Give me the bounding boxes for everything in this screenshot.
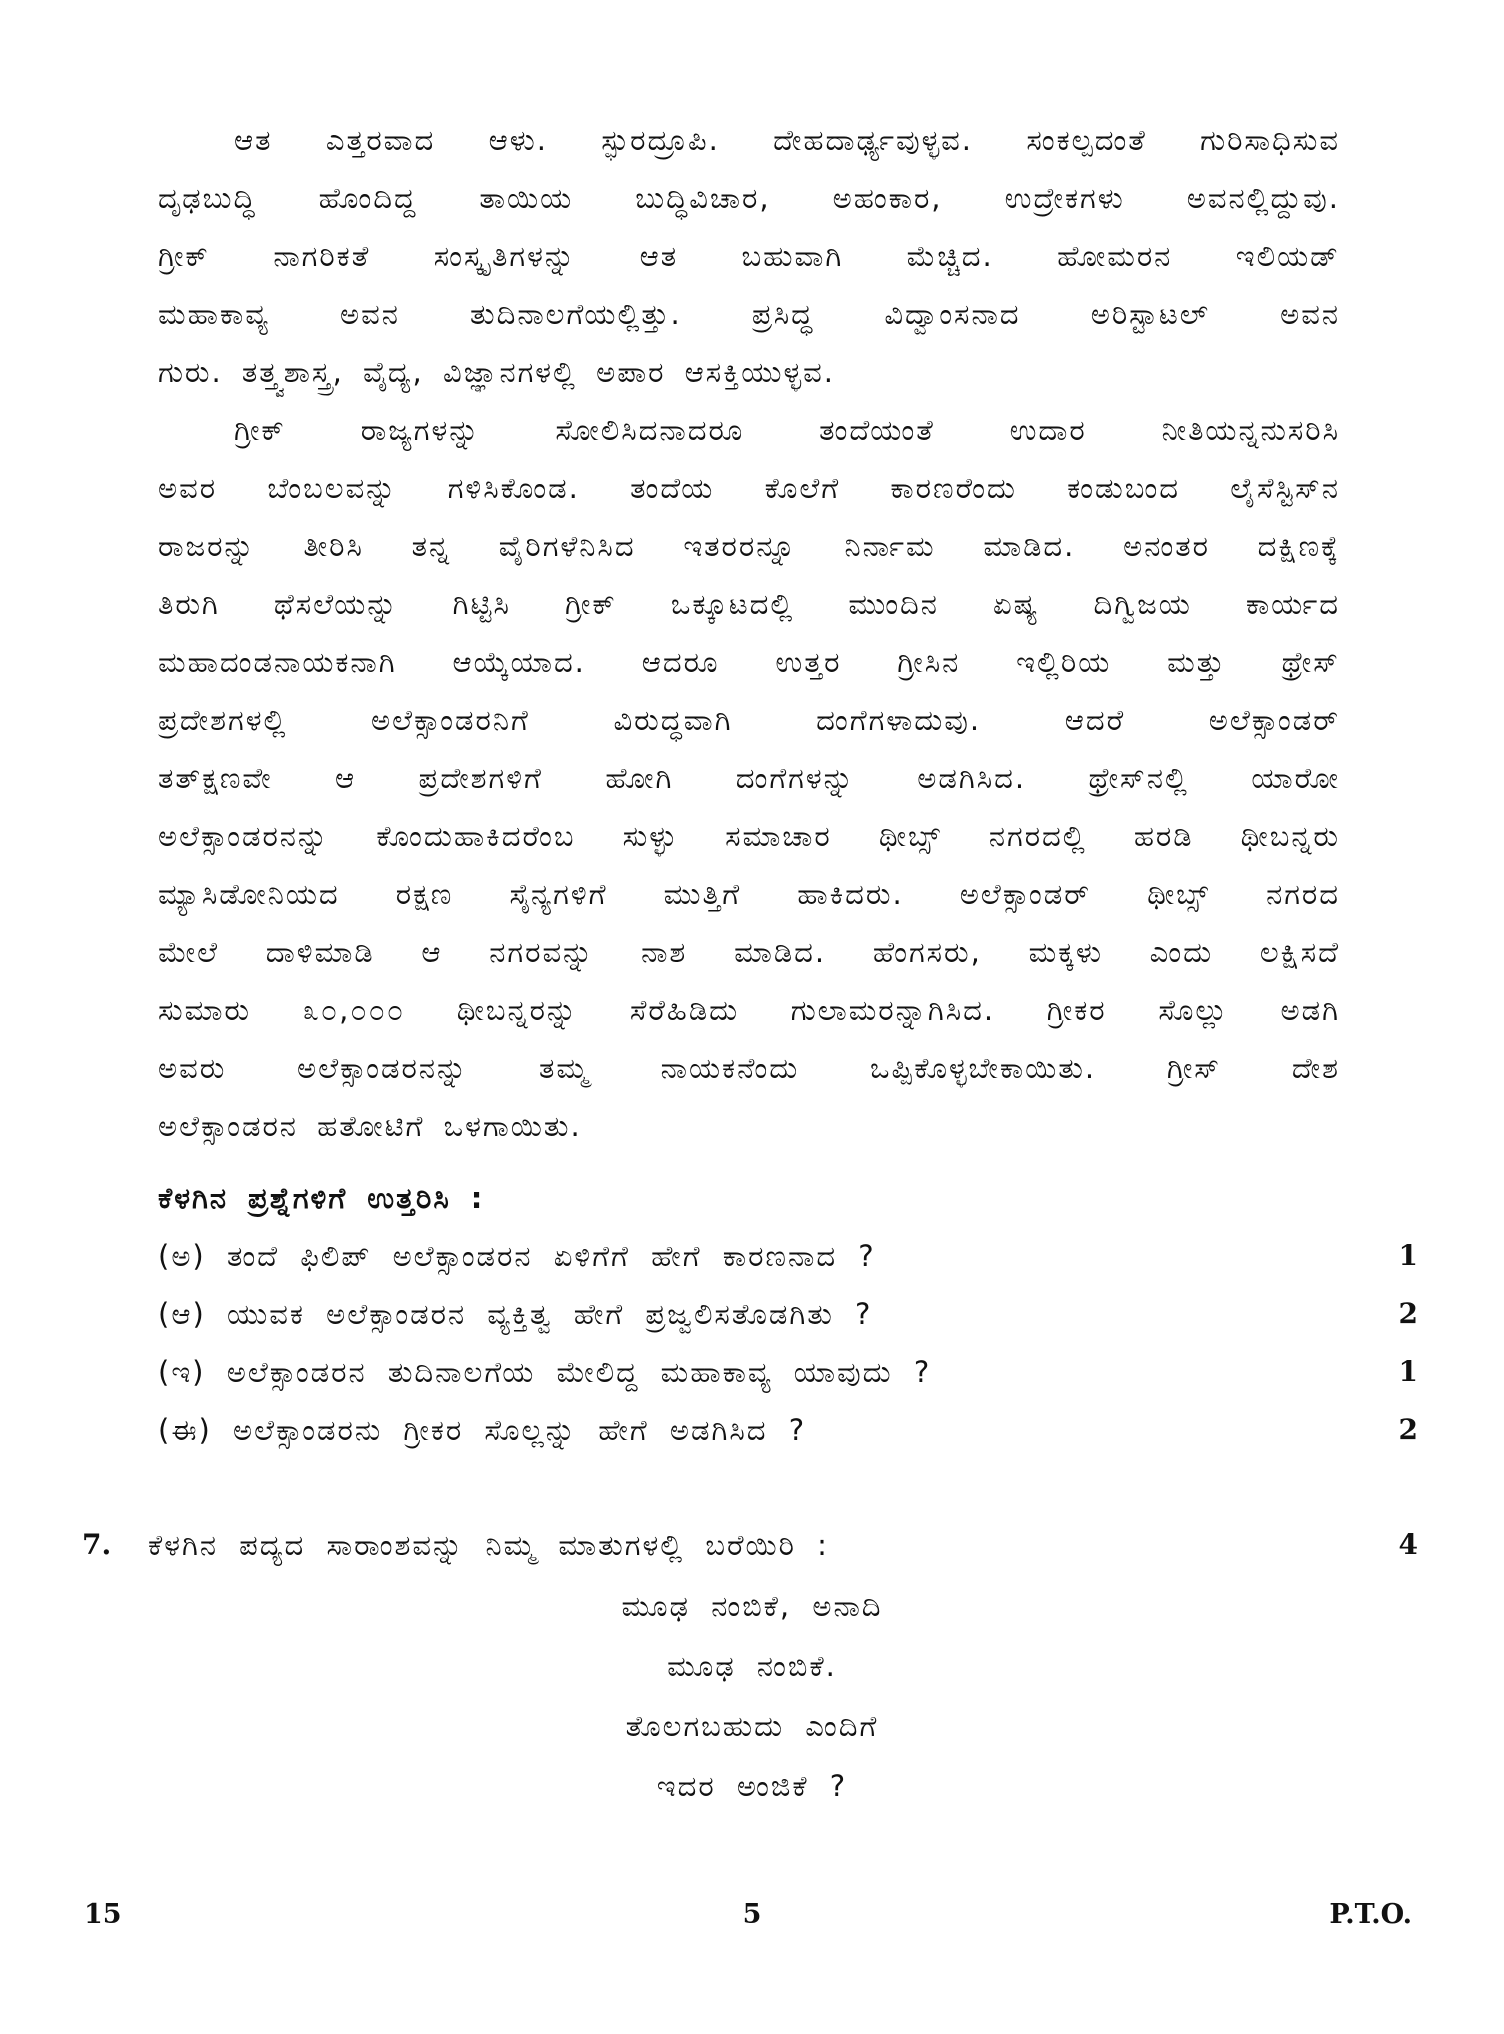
sub-question-i [158,1343,1420,1401]
passage-line: ಅವರ ಬೆಂಬಲವನ್ನು ಗಳಿಸಿಕೊಂಡ. ತಂದೆಯ ಕೊಲೆಗೆ ಕಾರಣರೆಂದು ಕಂಡುಬಂದ ಲೈಸೆಸ್ಟಿಸ್‌ನ [158,471,1340,505]
passage-line: ಅವರು ಅಲೆಕ್ಸಾಂಡರನನ್ನು ತಮ್ಮ ನಾಯಕನೆಂದು ಒಪ್ಪಿಕೊಳ್ಳಬೇಕಾಯಿತು. ಗ್ರೀಸ್ ದೇಶ [158,1051,1340,1085]
poem [0,1576,1504,1816]
poem-line: ಮೂಢ ನಂಬಿಕೆ. [667,1649,837,1683]
passage-line: ಅಲೆಕ್ಸಾಂಡರನ ಹತೋಟಿಗೆ ಒಳಗಾಯಿತು. [158,1109,582,1143]
passage-line: ಆತ ಎತ್ತರವಾದ ಆಳು. ಸ್ಫುರದ್ರೂಪಿ. ದೇಹದಾರ್ಢ್ಯವುಳ್ಳವ. ಸಂಕಲ್ಪದಂತೆ ಗುರಿಸಾಧಿಸುವ [234,123,1340,157]
page-number: 5 [742,1899,762,1930]
passage-line: ಗುರು. ತತ್ತ್ವಶಾಸ್ತ್ರ, ವೈದ್ಯ, ವಿಜ್ಞಾನಗಳಲ್ಲಿ ಅಪಾರ ಆಸಕ್ತಿಯುಳ್ಳವ. [158,355,835,389]
passage-line: ಮಹಾದಂಡನಾಯಕನಾಗಿ ಆಯ್ಕೆಯಾದ. ಆದರೂ ಉತ್ತರ ಗ್ರೀಸಿನ ಇಲ್ಲಿರಿಯ ಮತ್ತು ಥ್ರೇಸ್ [158,645,1340,679]
passage-line: ಮಹಾಕಾವ್ಯ ಅವನ ತುದಿನಾಲಗೆಯಲ್ಲಿತ್ತು. ಪ್ರಸಿದ್ಧ ವಿದ್ವಾಂಸನಾದ ಅರಿಸ್ಟಾಟಲ್ ಅವನ [158,297,1340,331]
passage-line: ತತ್‌ಕ್ಷಣವೇ ಆ ಪ್ರದೇಶಗಳಿಗೆ ಹೋಗಿ ದಂಗೆಗಳನ್ನು ಅಡಗಿಸಿದ. ಥ್ರೇಸ್‌ನಲ್ಲಿ ಯಾರೋ [158,761,1340,795]
poem-line: ಇದರ ಅಂಜಿಕೆ ? [656,1769,848,1803]
passage-line: ಅಲೆಕ್ಸಾಂಡರನನ್ನು ಕೊಂದುಹಾಕಿದರೆಂಬ ಸುಳ್ಳು ಸಮಾಚಾರ ಥೀಬ್ಸ್ ನಗರದಲ್ಲಿ ಹರಡಿ ಥೀಬನ್ನರು [158,819,1340,853]
passage-paragraph-2 [158,401,1340,1155]
sub-question-aa [158,1285,1420,1343]
marks: 2 [1398,1297,1420,1330]
questions-heading: ಕೆಳಗಿನ ಪ್ರಶ್ನೆಗಳಿಗೆ ಉತ್ತರಿಸಿ : [158,1181,485,1215]
passage-line: ದೃಢಬುದ್ಧಿ ಹೊಂದಿದ್ದ ತಾಯಿಯ ಬುದ್ಧಿವಿಚಾರ, ಅಹಂಕಾರ, ಉದ್ರೇಕಗಳು ಅವನಲ್ಲಿದ್ದುವು. [158,181,1340,215]
passage-line: ತಿರುಗಿ ಥೆಸಲೆಯನ್ನು ಗಿಟ್ಟಿಸಿ ಗ್ರೀಕ್ ಒಕ್ಕೂಟದಲ್ಲಿ ಮುಂದಿನ ಏಷ್ಯ ದಿಗ್ವಿಜಯ ಕಾರ್ಯದ [158,587,1340,621]
sub-question-label: (ಆ) [158,1297,206,1331]
sub-question-text: ಅಲೆಕ್ಸಾಂಡರನು ಗ್ರೀಕರ ಸೊಲ್ಲನ್ನು ಹೇಗೆ ಅಡಗಿಸಿದ ? [233,1413,807,1447]
passage-line: ಮ್ಯಾಸಿಡೋನಿಯದ ರಕ್ಷಣ ಸೈನ್ಯಗಳಿಗೆ ಮುತ್ತಿಗೆ ಹಾಕಿದರು. ಅಲೆಕ್ಸಾಂಡರ್ ಥೀಬ್ಸ್ ನಗರದ [158,877,1340,911]
paper-code: 15 [84,1899,122,1930]
page-footer [0,1893,1504,1937]
question-7 [148,1516,1420,1574]
passage-line: ಪ್ರದೇಶಗಳಲ್ಲಿ ಅಲೆಕ್ಸಾಂಡರನಿಗೆ ವಿರುದ್ಧವಾಗಿ ದಂಗೆಗಳಾದುವು. ಆದರೆ ಅಲೆಕ್ಸಾಂಡರ್ [158,703,1340,737]
sub-question-label: (ಇ) [158,1355,206,1389]
pto-label: P.T.O. [1329,1899,1412,1930]
sub-question-text: ತಂದೆ ಫಿಲಿಪ್ ಅಲೆಕ್ಸಾಂಡರನ ಏಳಿಗೆಗೆ ಹೇಗೆ ಕಾರಣನಾದ ? [226,1239,876,1273]
passage-line: ಸುಮಾರು ೩೦,೦೦೦ ಥೀಬನ್ನರನ್ನು ಸೆರೆಹಿಡಿದು ಗುಲಾಮರನ್ನಾಗಿಸಿದ. ಗ್ರೀಕರ ಸೊಲ್ಲು ಅಡಗಿ [158,993,1340,1027]
sub-question-text: ಅಲೆಕ್ಸಾಂಡರನ ತುದಿನಾಲಗೆಯ ಮೇಲಿದ್ದ ಮಹಾಕಾವ್ಯ ಯಾವುದು ? [226,1355,932,1389]
question-number: 7. [82,1528,112,1561]
sub-question-label: (ಈ) [158,1413,212,1447]
sub-question-label: (ಅ) [158,1239,206,1273]
passage-line: ಮೇಲೆ ದಾಳಿಮಾಡಿ ಆ ನಗರವನ್ನು ನಾಶ ಮಾಡಿದ. ಹೆಂಗಸರು, ಮಕ್ಕಳು ಎಂದು ಲಕ್ಷಿಸದೆ [158,935,1340,969]
question-text: ಕೆಳಗಿನ ಪದ್ಯದ ಸಾರಾಂಶವನ್ನು ನಿಮ್ಮ ಮಾತುಗಳಲ್ಲಿ ಬರೆಯಿರಿ : [148,1528,829,1562]
sub-question-ii [158,1401,1420,1459]
marks: 1 [1398,1355,1420,1388]
marks: 2 [1398,1413,1420,1446]
sub-question-a [158,1227,1420,1285]
passage-line: ಗ್ರೀಕ್ ನಾಗರಿಕತೆ ಸಂಸ್ಕೃತಿಗಳನ್ನು ಆತ ಬಹುವಾಗಿ ಮೆಚ್ಚಿದ. ಹೋಮರನ ಇಲಿಯಡ್ [158,239,1340,273]
passage-paragraph-1 [158,111,1340,401]
passage-line: ರಾಜರನ್ನು ತೀರಿಸಿ ತನ್ನ ವೈರಿಗಳೆನಿಸಿದ ಇತರರನ್ನೂ ನಿರ್ನಾಮ ಮಾಡಿದ. ಅನಂತರ ದಕ್ಷಿಣಕ್ಕೆ [158,529,1340,563]
poem-line: ಮೂಢ ನಂಬಿಕೆ, ಅನಾದಿ [621,1589,883,1623]
poem-line: ತೊಲಗಬಹುದು ಎಂದಿಗೆ [625,1709,879,1743]
sub-question-text: ಯುವಕ ಅಲೆಕ್ಸಾಂಡರನ ವ್ಯಕ್ತಿತ್ವ ಹೇಗೆ ಪ್ರಜ್ವಲಿಸತೊಡಗಿತು ? [227,1297,873,1331]
passage-line: ಗ್ರೀಕ್ ರಾಜ್ಯಗಳನ್ನು ಸೋಲಿಸಿದನಾದರೂ ತಂದೆಯಂತೆ ಉದಾರ ನೀತಿಯನ್ನನುಸರಿಸಿ [234,413,1340,447]
marks: 4 [1398,1528,1420,1561]
marks: 1 [1398,1239,1420,1272]
